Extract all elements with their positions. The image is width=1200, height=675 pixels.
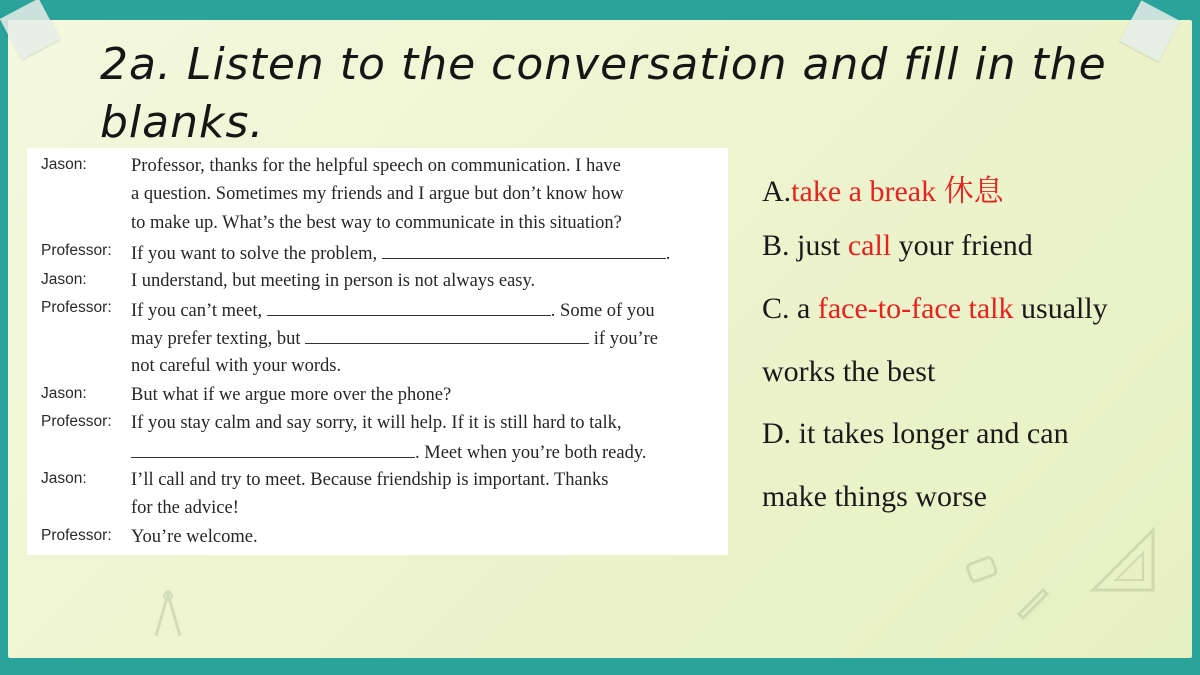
option-highlight: face-to-face talk <box>817 292 1014 325</box>
dialog-line: But what if we argue more over the phone? <box>131 385 452 405</box>
dialog-text: If you can’t meet, <box>131 301 263 321</box>
page-title: 2a. Listen to the conversation and fill in the blanks. <box>100 39 1107 148</box>
frame-bottom <box>0 658 1200 675</box>
dialog-text: may prefer texting, but <box>131 329 301 349</box>
speaker-label: Professor: <box>41 413 112 430</box>
compass-icon <box>148 590 188 640</box>
option-letter: A. <box>762 175 792 208</box>
dialog-line: not careful with your words. <box>131 356 342 376</box>
option-b[interactable] <box>762 229 1033 263</box>
option-c-line2: works the best <box>762 355 936 388</box>
dialog-line <box>131 441 647 464</box>
answer-blank[interactable] <box>382 242 666 259</box>
option-text: B. just <box>762 229 848 262</box>
answer-blank[interactable] <box>305 327 589 344</box>
dialog-line: for the advice! <box>131 498 239 518</box>
option-text: your friend <box>891 229 1033 262</box>
option-c[interactable] <box>762 292 1108 326</box>
dialog-line: to make up. What’s the best way to communicate in this situation? <box>131 213 622 233</box>
option-d[interactable]: D. it takes longer and can <box>762 417 1069 450</box>
dialog-text: If you want to solve the problem, <box>131 244 378 264</box>
dialog-line: If you stay calm and say sorry, it will help. If it is still hard to talk, <box>131 413 622 433</box>
answer-blank[interactable] <box>131 441 415 458</box>
speaker-label: Jason: <box>41 385 87 402</box>
dialog-line: a question. Sometimes my friends and I argue but don’t know how <box>131 184 624 204</box>
dialog-text: . Meet when you’re both ready. <box>415 443 647 463</box>
option-a[interactable] <box>762 166 1004 210</box>
speaker-label: Jason: <box>41 271 87 288</box>
dialog-text: . Some of you <box>550 301 655 321</box>
option-highlight: take a break 休息 <box>791 175 1004 208</box>
option-text: C. a <box>762 292 818 325</box>
dialog-line <box>131 327 658 350</box>
option-d-line2: make things worse <box>762 480 987 513</box>
dialog-line <box>131 299 655 322</box>
dialog-line: Professor, thanks for the helpful speech on communication. I have <box>131 156 621 176</box>
dialog-text: if you’re <box>593 329 658 349</box>
eraser-icon <box>963 550 1003 590</box>
option-text: usually <box>1013 292 1108 325</box>
answer-blank[interactable] <box>267 299 551 316</box>
ruler-triangle-icon <box>1088 525 1158 595</box>
dialog-line: I’ll call and try to meet. Because friendship is important. Thanks <box>131 470 609 490</box>
speaker-label: Professor: <box>41 299 112 316</box>
dialog-line: I understand, but meeting in person is not always easy. <box>131 271 536 291</box>
pencil-icon <box>1013 580 1053 620</box>
speaker-label: Professor: <box>41 242 112 259</box>
speaker-label: Professor: <box>41 527 112 544</box>
dialog-line <box>131 242 670 265</box>
option-highlight: call <box>847 229 892 262</box>
speaker-label: Jason: <box>41 470 87 487</box>
speaker-label: Jason: <box>41 156 87 173</box>
dialog-line: You’re welcome. <box>131 527 258 547</box>
dialog-text: . <box>665 244 671 264</box>
dialog-box <box>27 148 728 555</box>
